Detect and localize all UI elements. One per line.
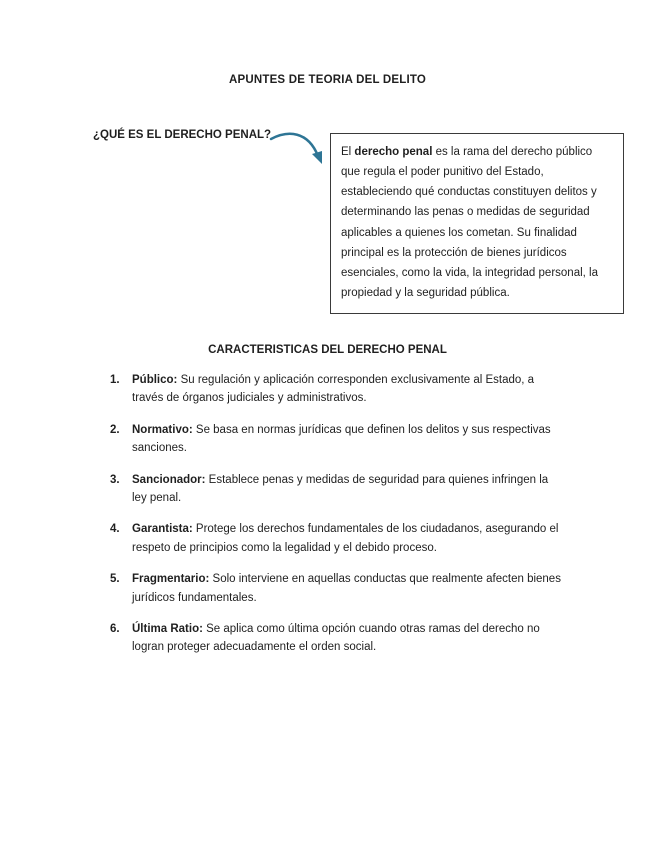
list-item-term: Público: bbox=[132, 374, 178, 386]
list-item-body bbox=[132, 520, 565, 557]
list-item-body bbox=[132, 421, 565, 458]
list-item-text: Su regulación y aplicación corresponden exclusivamente al Estado, a través de órganos judiciales y administrativos. bbox=[132, 374, 535, 405]
list-item-text: Establece penas y medidas de seguridad para quienes infringen la ley penal. bbox=[132, 473, 549, 504]
question-heading: ¿QUÉ ES EL DERECHO PENAL? bbox=[93, 129, 272, 141]
list-item-number: 5. bbox=[110, 573, 120, 586]
list-item-body bbox=[132, 371, 565, 408]
list-item-body bbox=[132, 620, 565, 657]
list-item bbox=[110, 421, 565, 458]
page-title: APUNTES DE TEORIA DEL DELITO bbox=[228, 74, 427, 86]
characteristics-list bbox=[110, 371, 565, 670]
characteristics-heading: CARACTERISTICAS DEL DERECHO PENAL bbox=[208, 344, 447, 356]
list-item-term: Última Ratio: bbox=[132, 622, 203, 635]
list-item bbox=[110, 620, 565, 657]
list-item-number: 4. bbox=[110, 523, 120, 536]
list-item-term: Garantista: bbox=[132, 523, 193, 536]
list-item bbox=[110, 520, 565, 557]
list-item-number: 2. bbox=[110, 423, 120, 436]
list-item-term: Normativo: bbox=[132, 423, 193, 436]
list-item bbox=[110, 371, 565, 408]
definition-body: es la rama del derecho público que regula el poder punitivo del Estado, estableciendo qué conductas constituyen delitos y determinando las penas o medidas de seguridad aplicables a quienes los cometan. Su finalidad principal es la protección de bienes jurídicos esenciales, como la vida, la integridad personal, la propiedad y la seguridad pública. bbox=[341, 146, 598, 299]
list-item-body bbox=[132, 471, 565, 508]
definition-box bbox=[330, 133, 624, 314]
list-item-text: Solo interviene en aquellas conductas que realmente afecten bienes jurídicos fundamentales. bbox=[132, 573, 561, 604]
list-item-number: 3. bbox=[110, 473, 120, 486]
list-item-number: 6. bbox=[110, 622, 120, 635]
list-item-text: Se aplica como última opción cuando otras ramas del derecho no logran proteger adecuadamente el orden social. bbox=[132, 622, 540, 654]
list-item-body bbox=[132, 570, 565, 607]
list-item bbox=[110, 570, 565, 607]
list-item bbox=[110, 471, 565, 508]
curved-arrow-icon bbox=[268, 130, 330, 180]
list-item-term: Sancionador: bbox=[132, 473, 206, 486]
list-item-term: Fragmentario: bbox=[132, 573, 210, 586]
list-item-text: Protege los derechos fundamentales de los ciudadanos, asegurando el respeto de principios como la legalidad y el debido proceso. bbox=[132, 523, 559, 554]
list-item-text: Se basa en normas jurídicas que definen los delitos y sus respectivas sanciones. bbox=[132, 423, 551, 455]
definition-term: derecho penal bbox=[354, 146, 433, 158]
definition-prefix: El bbox=[341, 146, 355, 158]
list-item-number: 1. bbox=[110, 374, 120, 386]
